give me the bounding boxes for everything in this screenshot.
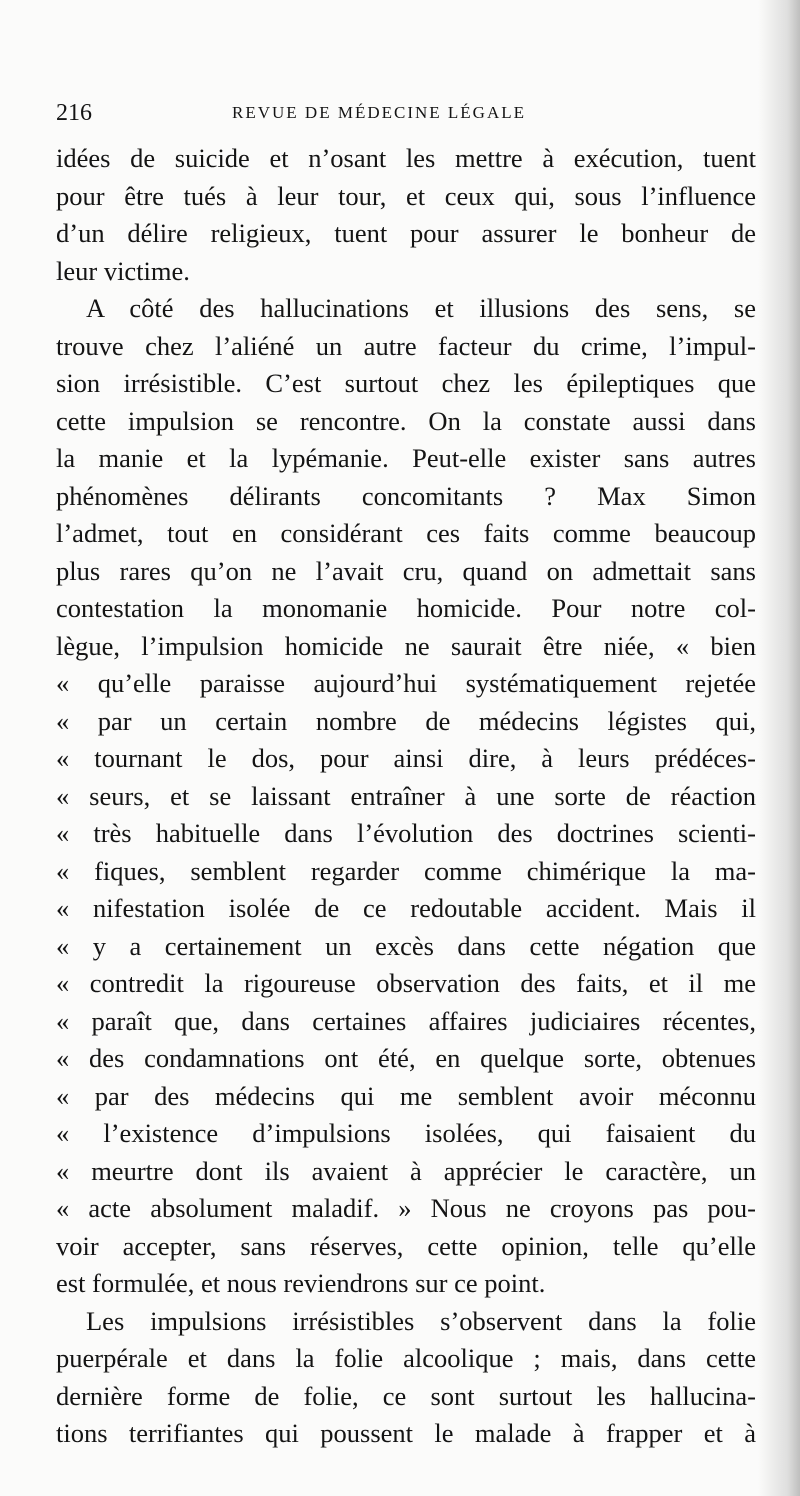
text-line: Les impulsions irrésistibles s’observent dans la folie: [86, 1305, 756, 1336]
text-line: sion irrésistible. C’est surtout chez les épileptiques que: [56, 368, 756, 398]
text-line: « contredit la rigoureuse observation des faits, et il me: [56, 968, 756, 998]
text-line: « l’existence d’impulsions isolées, qui faisaient du: [56, 1118, 756, 1148]
text-line: « nifestation isolée de ce redoutable accident. Mais il: [56, 893, 756, 923]
text-line: idées de suicide et n’osant les mettre à exécution, tuent: [56, 143, 756, 173]
text-line: contestation la monomanie homicide. Pour notre col-: [56, 593, 756, 623]
text-line: « des condamnations ont été, en quelque sorte, obtenues: [56, 1043, 756, 1073]
text-line: lègue, l’impulsion homicide ne saurait être niée, « bien: [56, 630, 756, 661]
text-line: dernière forme de folie, ce sont surtout les hallucina-: [56, 1380, 756, 1411]
text-line: est formulée, et nous reviendrons sur ce point.: [56, 1268, 546, 1298]
text-line: « fiques, semblent regarder comme chimérique la ma-: [56, 855, 756, 886]
text-line: « qu’elle paraisse aujourd’hui systématiquement rejetée: [56, 668, 756, 698]
text-line: A côté des hallucinations et illusions des sens, se: [86, 293, 756, 323]
text-line: pour être tués à leur tour, et ceux qui, sous l’influence: [56, 180, 756, 211]
text-line: « par des médecins qui me semblent avoir méconnu: [56, 1080, 756, 1111]
text-line: l’admet, tout en considérant ces faits comme beaucoup: [56, 518, 756, 548]
text-line: la manie et la lypémanie. Peut-elle exister sans autres: [56, 443, 756, 473]
text-line: « par un certain nombre de médecins légistes qui,: [56, 705, 756, 736]
text-line: leur victime.: [56, 255, 190, 286]
text-line: phénomènes délirants concomitants ? Max Simon: [56, 480, 756, 511]
text-line: d’un délire religieux, tuent pour assurer le bonheur de: [56, 218, 756, 248]
text-line: cette impulsion se rencontre. On la constate aussi dans: [56, 405, 756, 436]
page-header: [56, 100, 756, 130]
text-line: « paraît que, dans certaines affaires judiciaires récentes,: [56, 1005, 756, 1036]
text-line: plus rares qu’on ne l’avait cru, quand on admettait sans: [56, 555, 756, 586]
text-line: « y a certainement un excès dans cette négation que: [56, 930, 756, 961]
text-line: puerpérale et dans la folie alcoolique ; mais, dans cette: [56, 1343, 756, 1373]
page-number: 216: [56, 100, 92, 126]
text-line: tions terrifiantes qui poussent le malade à frapper et à: [56, 1418, 756, 1448]
text-line: voir accepter, sans réserves, cette opinion, telle qu’elle: [56, 1230, 756, 1261]
body-text: [56, 140, 756, 1453]
text-line: « acte absolument maladif. » Nous ne croyons pas pou-: [56, 1193, 756, 1223]
binding-shadow: [758, 0, 800, 1496]
running-title: REVUE DE MÉDECINE LÉGALE: [232, 103, 526, 122]
text-line: « très habituelle dans l’évolution des doctrines scienti-: [56, 818, 756, 848]
text-line: « tournant le dos, pour ainsi dire, à leurs prédéces-: [56, 743, 756, 773]
text-line: « seurs, et se laissant entraîner à une sorte de réaction: [56, 780, 756, 811]
text-line: trouve chez l’aliéné un autre facteur du crime, l’impul-: [56, 330, 756, 361]
text-line: « meurtre dont ils avaient à apprécier le caractère, un: [56, 1155, 756, 1186]
